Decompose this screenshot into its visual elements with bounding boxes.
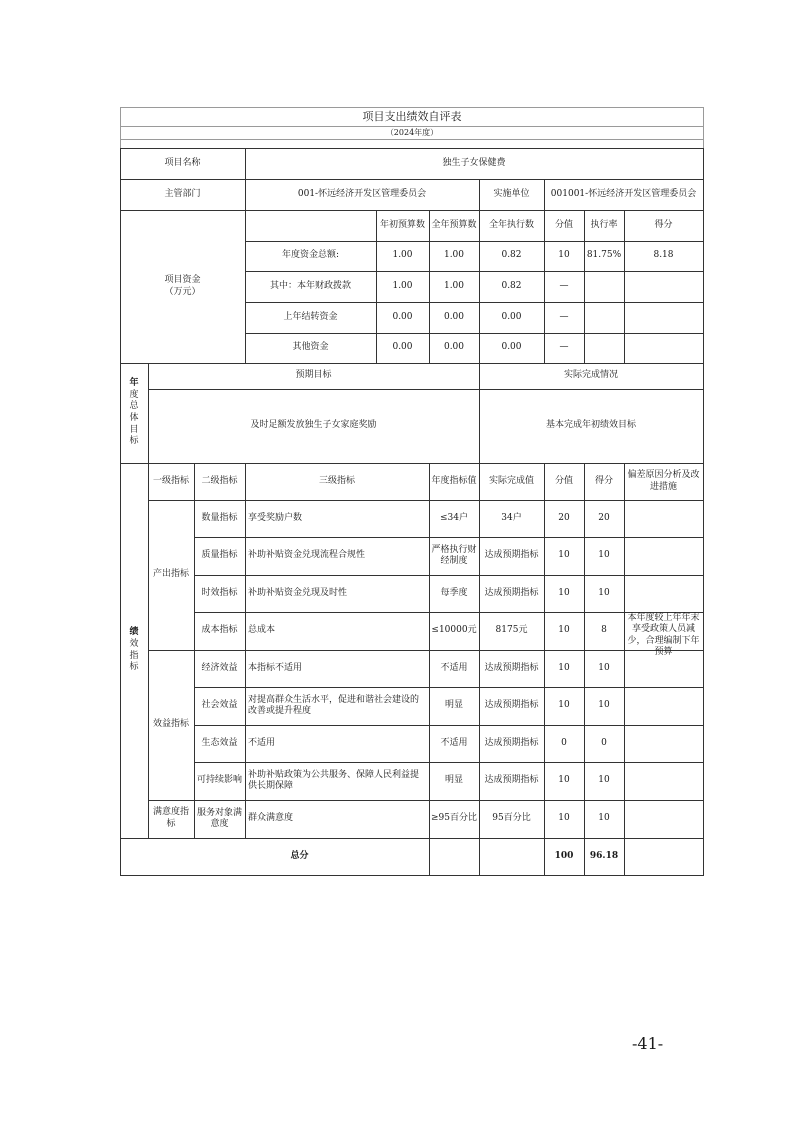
funds-row-executed: 0.00 bbox=[501, 311, 522, 322]
report-year: （2024年度） bbox=[385, 127, 439, 137]
page-title: 项目支出绩效自评表 bbox=[362, 109, 462, 123]
perf-level2: 生态效益 bbox=[201, 737, 238, 748]
perf-level2: 社会效益 bbox=[201, 700, 238, 711]
perf-score-value: 20 bbox=[558, 512, 570, 523]
perf-header-level3: 三级指标 bbox=[318, 475, 355, 486]
perf-level2: 经济效益 bbox=[201, 662, 238, 673]
project-name-label: 项目名称 bbox=[164, 157, 201, 168]
funds-label-line2: （万元） bbox=[164, 286, 201, 297]
funds-row-annual: 1.00 bbox=[443, 250, 465, 261]
perf-actual: 达成预期指标 bbox=[484, 587, 539, 598]
satisfaction-label-line1: 满意度指 bbox=[152, 807, 189, 818]
funds-row-executed: 0.82 bbox=[501, 250, 522, 261]
funds-row-initial: 1.00 bbox=[392, 280, 413, 291]
dept-label: 主管部门 bbox=[164, 188, 201, 199]
project-name: 独生子女保健费 bbox=[442, 157, 506, 168]
perf-target: 严格执行财经制度 bbox=[431, 544, 477, 566]
perf-level2: 质量指标 bbox=[201, 550, 238, 561]
funds-row-executed: 0.82 bbox=[501, 280, 522, 291]
perf-score-value: 10 bbox=[558, 700, 570, 711]
goals-expected-header: 预期目标 bbox=[295, 370, 332, 381]
total-score-value: 100 bbox=[554, 850, 574, 861]
funds-row-score bbox=[624, 271, 703, 302]
perf-level3: 本指标不适用 bbox=[248, 662, 303, 673]
funds-row-name: 上年结转资金 bbox=[283, 311, 338, 322]
funds-row-initial: 0.00 bbox=[392, 342, 413, 353]
perf-score: 20 bbox=[598, 512, 610, 523]
perf-level2: 成本指标 bbox=[201, 625, 238, 636]
performance-label-char: 指 bbox=[129, 650, 139, 661]
performance-label-char: 标 bbox=[129, 662, 139, 673]
perf-score-value: 10 bbox=[558, 775, 570, 786]
perf-score-value: 0 bbox=[561, 737, 567, 748]
total-score: 96.18 bbox=[589, 850, 619, 861]
perf-level3: 享受奖励户数 bbox=[248, 512, 303, 523]
perf-target: ≥95百分比 bbox=[431, 813, 477, 824]
perf-note bbox=[624, 687, 703, 725]
performance-label bbox=[120, 463, 148, 838]
perf-actual: 95百分比 bbox=[492, 813, 531, 824]
goals-label-char: 年 bbox=[129, 377, 139, 388]
perf-level3: 对提高群众生活水平，促进和谐社会建设的改善或提升程度 bbox=[248, 694, 420, 716]
perf-header-target: 年度指标值 bbox=[431, 475, 477, 486]
funds-header-score-value: 分值 bbox=[554, 219, 573, 230]
perf-header-score-value: 分值 bbox=[554, 475, 573, 486]
perf-note bbox=[624, 500, 703, 537]
perf-header-level2: 二级指标 bbox=[201, 475, 238, 486]
perf-score: 10 bbox=[598, 662, 610, 673]
funds-row-annual: 1.00 bbox=[443, 280, 465, 291]
perf-score-value: 10 bbox=[558, 625, 570, 636]
perf-header-deviation bbox=[624, 463, 703, 500]
perf-header-actual: 实际完成值 bbox=[488, 475, 534, 486]
perf-note bbox=[624, 725, 703, 762]
funds-row-initial: 1.00 bbox=[392, 250, 413, 261]
funds-row-rate bbox=[584, 271, 624, 302]
perf-actual: 达成预期指标 bbox=[484, 737, 539, 748]
perf-level3: 总成本 bbox=[248, 625, 276, 636]
goals-label-char: 度 bbox=[129, 389, 139, 400]
perf-score: 10 bbox=[598, 813, 610, 824]
perf-actual: 8175元 bbox=[495, 625, 528, 636]
funds-row-annual: 0.00 bbox=[443, 311, 465, 322]
goals-label-char: 体 bbox=[129, 413, 139, 423]
perf-level3: 群众满意度 bbox=[248, 813, 294, 824]
funds-row-name: 年度资金总额: bbox=[281, 250, 340, 261]
funds-row-executed: 0.00 bbox=[501, 342, 522, 353]
perf-target: ≤10000元 bbox=[431, 625, 477, 636]
funds-header-score: 得分 bbox=[654, 219, 673, 230]
perf-score: 10 bbox=[598, 550, 610, 561]
funds-row-score-value: — bbox=[559, 311, 569, 322]
goals-actual: 基本完成年初绩效目标 bbox=[545, 420, 636, 431]
unit-label: 实施单位 bbox=[493, 188, 530, 199]
perf-target: 不适用 bbox=[440, 737, 468, 748]
unit-value: 001001-怀远经济开发区管理委员会 bbox=[550, 188, 697, 199]
goals-label-char: 目 bbox=[129, 424, 139, 435]
goals-label-char: 标 bbox=[129, 436, 139, 447]
perf-level2: 可持续影响 bbox=[196, 775, 242, 786]
funds-row-initial: 0.00 bbox=[392, 311, 413, 322]
perf-actual: 34户 bbox=[501, 512, 522, 523]
perf-level2: 数量指标 bbox=[201, 512, 238, 523]
satisfaction-indicator-label bbox=[148, 800, 194, 838]
perf-score: 10 bbox=[598, 587, 610, 598]
perf-score: 10 bbox=[598, 700, 610, 711]
perf-score-value: 10 bbox=[558, 550, 570, 561]
goals-label bbox=[120, 363, 148, 463]
total-label: 总分 bbox=[290, 850, 309, 861]
perf-header-score: 得分 bbox=[594, 475, 613, 486]
perf-level2: 服务对象满意度 bbox=[196, 807, 242, 829]
perf-score-value: 10 bbox=[558, 813, 570, 824]
perf-note bbox=[624, 762, 703, 800]
funds-row-score: 8.18 bbox=[653, 250, 674, 261]
perf-score: 10 bbox=[598, 775, 610, 786]
perf-target: 明显 bbox=[444, 700, 463, 711]
funds-header-annual: 全年预算数 bbox=[431, 219, 477, 230]
funds-header-executed: 全年执行数 bbox=[488, 219, 534, 230]
perf-target: 不适用 bbox=[440, 662, 468, 673]
perf-note bbox=[624, 650, 703, 687]
perf-level3: 不适用 bbox=[248, 737, 276, 748]
perf-level3: 补助补贴资金兑现及时性 bbox=[248, 587, 348, 598]
perf-note bbox=[624, 800, 703, 838]
perf-level3: 补助补贴政策为公共服务、保障人民利益提供长期保障 bbox=[248, 769, 420, 791]
output-indicator-label: 产出指标 bbox=[152, 569, 189, 580]
perf-note: 本年度较上年年末享受政策人员减少，合理编制下年预算 bbox=[627, 613, 700, 657]
perf-actual: 达成预期指标 bbox=[484, 550, 539, 561]
perf-score: 0 bbox=[601, 737, 607, 748]
perf-header-deviation-line2: 进措施 bbox=[649, 481, 677, 492]
perf-level3: 补助补贴资金兑现流程合规性 bbox=[248, 550, 366, 561]
satisfaction-label-line2: 标 bbox=[166, 819, 176, 829]
dept-value: 001-怀远经济开发区管理委员会 bbox=[297, 188, 427, 199]
perf-header-level1: 一级指标 bbox=[152, 475, 189, 486]
performance-label-char: 效 bbox=[129, 638, 139, 649]
funds-header-initial: 年初预算数 bbox=[379, 219, 425, 230]
perf-score: 8 bbox=[601, 625, 607, 636]
funds-row-name: 其他资金 bbox=[292, 342, 329, 353]
funds-row-score-value: — bbox=[559, 280, 569, 291]
funds-row-score-value: 10 bbox=[558, 250, 570, 261]
perf-actual: 达成预期指标 bbox=[484, 700, 539, 711]
funds-row-rate bbox=[584, 333, 624, 363]
perf-score-value: 10 bbox=[558, 587, 570, 598]
perf-target: 每季度 bbox=[440, 587, 468, 598]
perf-header-deviation-line1: 偏差原因分析及改 bbox=[627, 469, 700, 480]
goals-label-char: 总 bbox=[129, 401, 139, 412]
perf-actual: 达成预期指标 bbox=[484, 662, 539, 673]
funds-header-rate: 执行率 bbox=[590, 219, 618, 230]
perf-actual: 达成预期指标 bbox=[484, 775, 539, 786]
funds-row-annual: 0.00 bbox=[443, 342, 465, 353]
funds-row-score bbox=[624, 302, 703, 333]
perf-score-value: 10 bbox=[558, 662, 570, 673]
funds-row-rate bbox=[584, 302, 624, 333]
funds-row-rate: 81.75% bbox=[586, 250, 622, 261]
performance-label-char: 绩 bbox=[129, 627, 139, 638]
perf-note bbox=[624, 537, 703, 575]
page-number: -41- bbox=[632, 1034, 664, 1053]
perf-target: 明显 bbox=[444, 775, 463, 786]
benefit-indicator-label: 效益指标 bbox=[152, 719, 189, 730]
funds-row-score-value: — bbox=[559, 342, 569, 353]
funds-label-line1: 项目资金 bbox=[164, 274, 201, 285]
funds-row-score bbox=[624, 333, 703, 363]
perf-note bbox=[624, 575, 703, 612]
funds-label bbox=[120, 210, 245, 363]
funds-row-name: 其中：本年财政拨款 bbox=[269, 280, 351, 291]
perf-level2: 时效指标 bbox=[201, 587, 238, 598]
goals-actual-header: 实际完成情况 bbox=[563, 370, 618, 381]
goals-expected: 及时足额发放独生子女家庭奖励 bbox=[250, 420, 377, 431]
perf-target: ≤34户 bbox=[440, 512, 468, 523]
